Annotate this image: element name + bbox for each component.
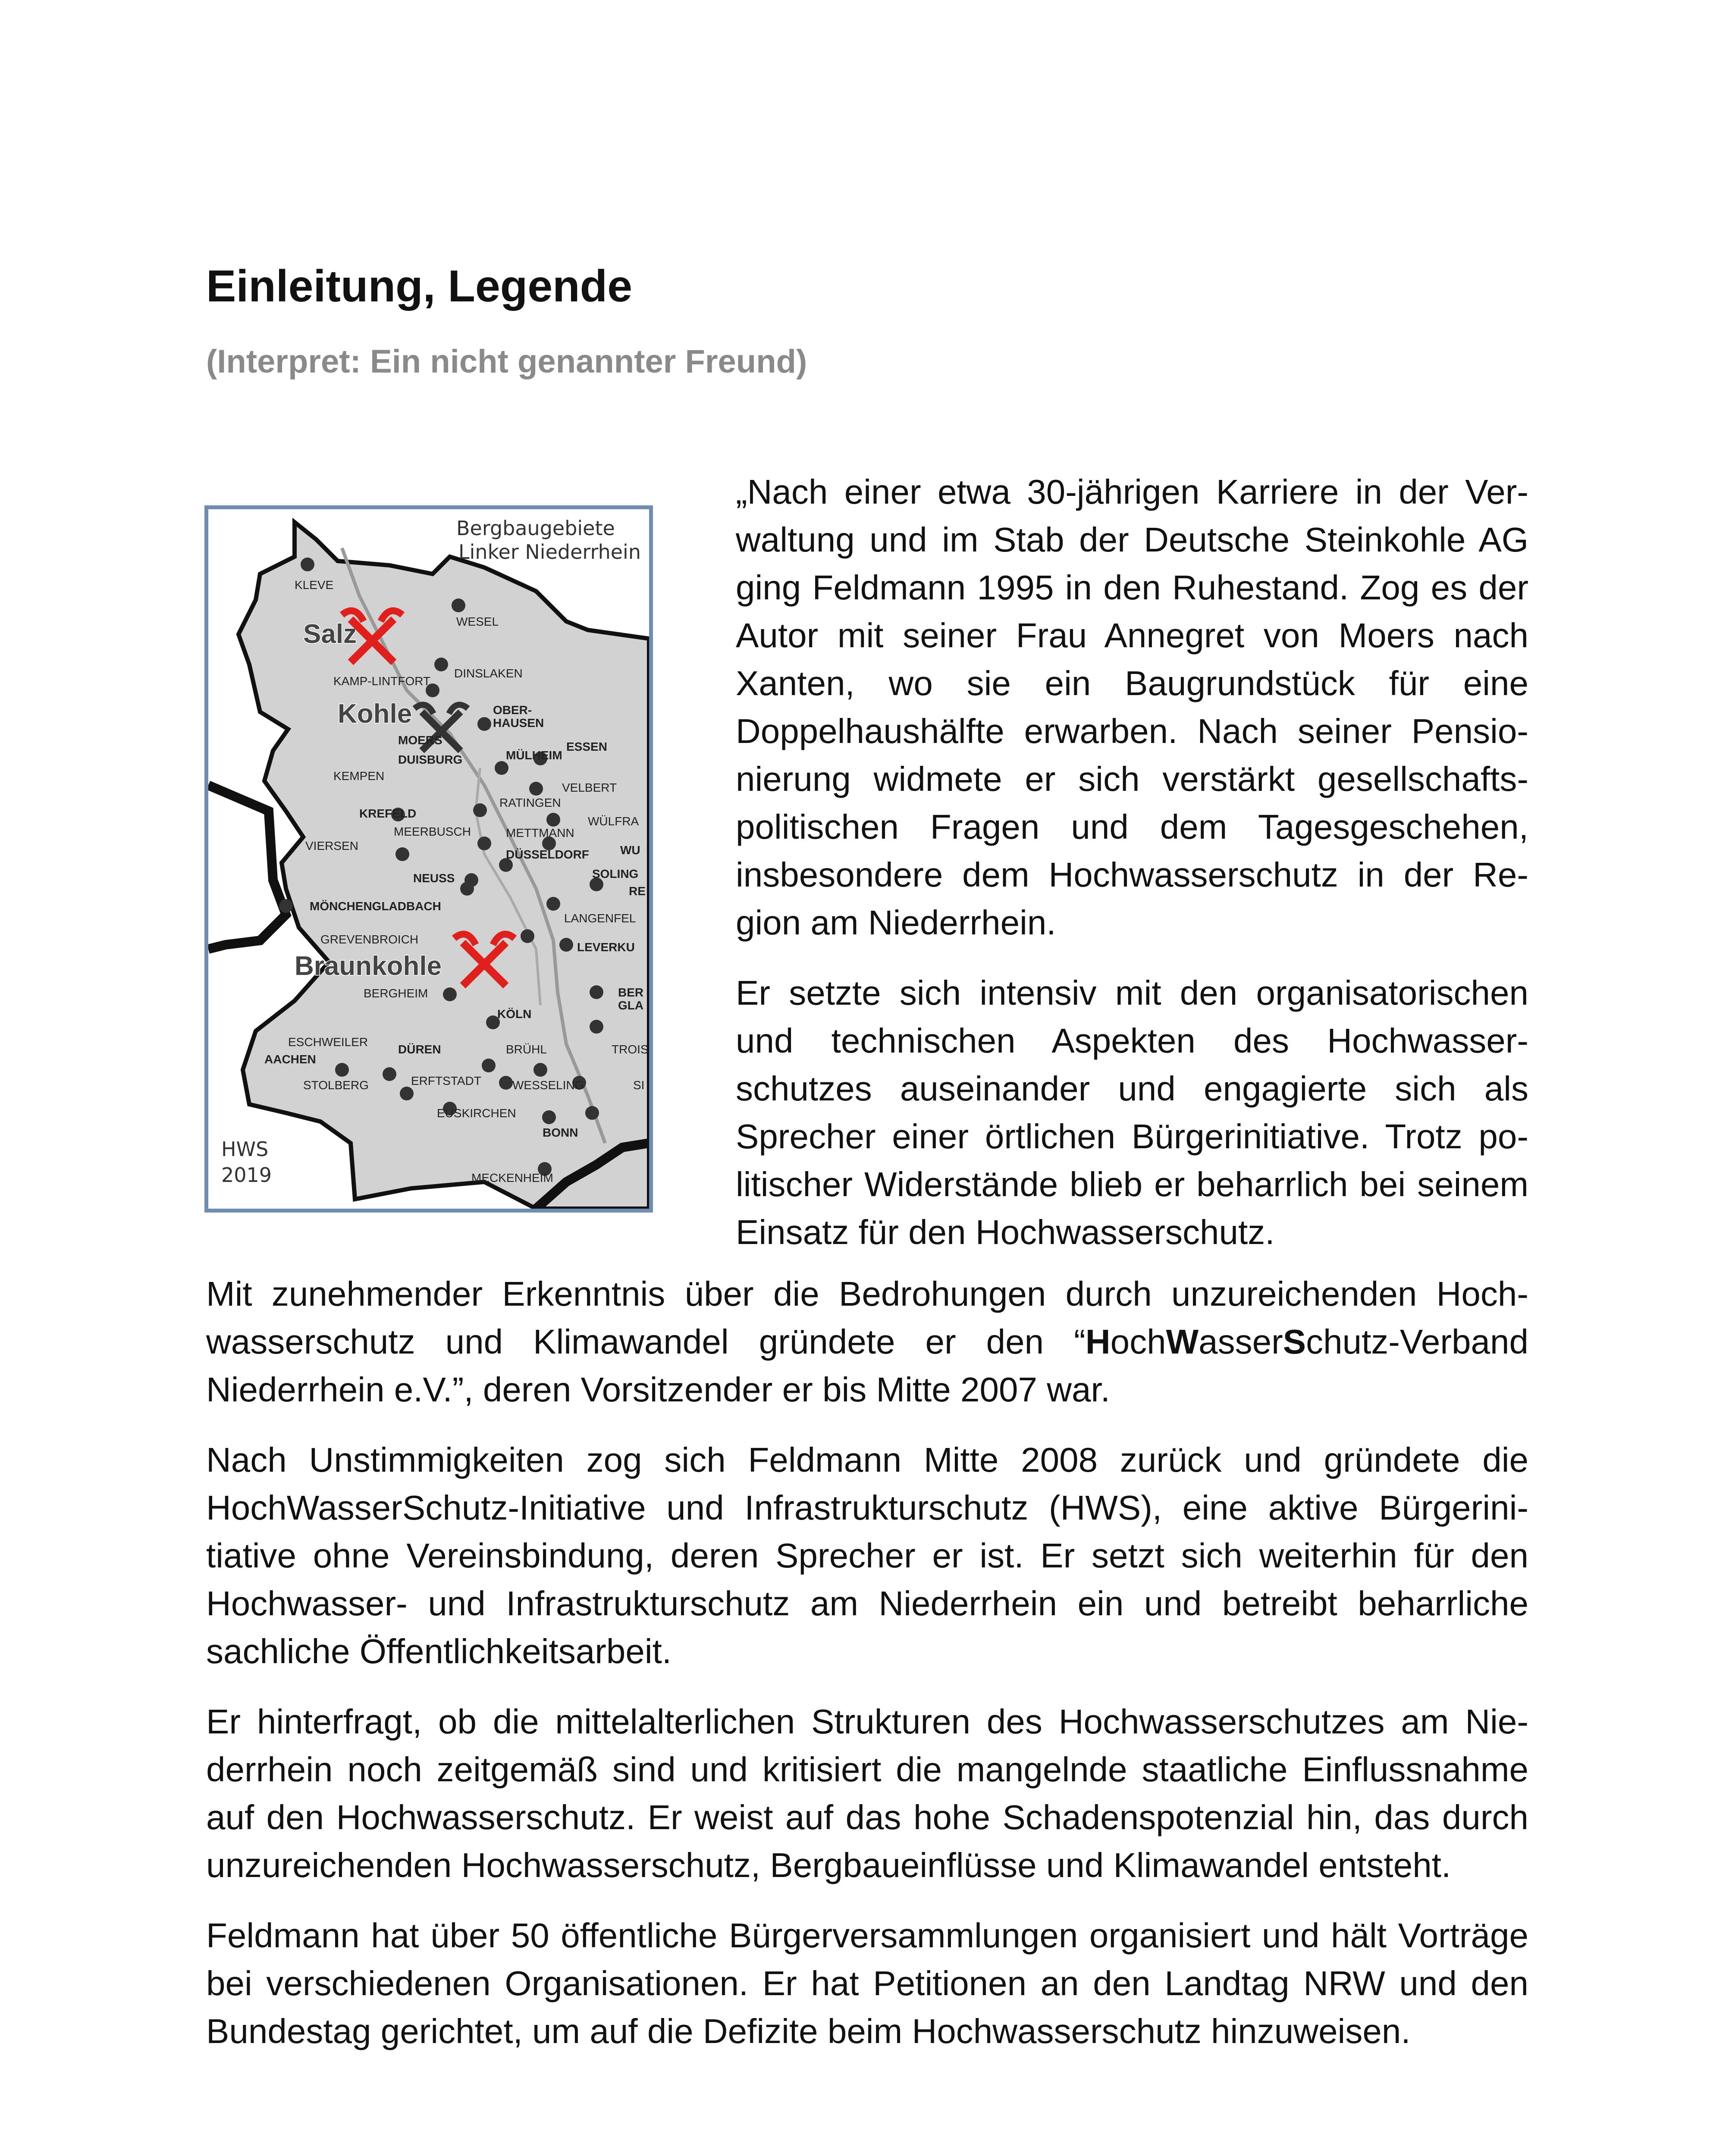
paragraph-career: „Nach einer etwa 30-jährigen Karriere in der Verwaltung und im Stab der Deutsche Steinkohle AG ging Feldmann 1995 in den Ruhestand. Zog es der Autor mit seiner Frau Annegret von Moers nach Xanten, wo sie ein Baugrundstück für eine Doppelhaushälfte erwarben. Nach seiner Pensionierung widmete er sich verstärkt gesellschaftspolitischen Fragen und dem Tagesgeschehen, insbesondere dem Hochwasserschutz in der Region am Niederrhein. (736, 473, 1528, 942)
svg-text:MÜLHEIM: MÜLHEIM (506, 749, 562, 762)
mining-map-figure (204, 505, 653, 1213)
svg-text:KREFELD: KREFELD (359, 807, 417, 820)
mining-map (208, 509, 649, 1209)
svg-text:RE: RE (629, 884, 646, 898)
svg-text:NEUSS: NEUSS (413, 871, 455, 885)
svg-text:HAUSEN: HAUSEN (493, 716, 544, 730)
svg-text:VELBERT: VELBERT (562, 781, 617, 794)
svg-text:GLA: GLA (618, 999, 644, 1012)
svg-text:ESSEN: ESSEN (566, 740, 607, 753)
svg-text:WESSELING: WESSELING (512, 1078, 584, 1092)
region-label-kohle: Kohle (338, 699, 412, 729)
paragraph-initiative: Er setzte sich intensiv mit den organisatorischen und technischen Aspekten des Hochwasserschutzes auseinander und engagierte sich als Sprecher einer örtlichen Bürgerinitiative. Trotz politischer Widerstände blieb er beharrlich bei seinem Einsatz für den Hochwasserschutz. (736, 974, 1528, 1251)
svg-text:GREVENBROICH: GREVENBROICH (320, 933, 419, 946)
svg-text:MECKENHEIM: MECKENHEIM (471, 1171, 553, 1185)
paragraph-verband: Mit zunehmender Erkenntnis über die Bedrohungen durch unzureichenden Hochwasserschutz und Klimawandel gründete er den “HochWasserSchutz-Verband Niederrhein e.V.”, deren Vorsitzender er bis Mitte 2007 war. (206, 1275, 1528, 1409)
svg-text:MOERS: MOERS (398, 733, 442, 747)
right-column-text (736, 468, 1528, 1279)
svg-text:KAMP-LINTFORT: KAMP-LINTFORT (333, 674, 431, 688)
svg-text:WU: WU (620, 843, 640, 857)
svg-text:BER: BER (618, 986, 644, 999)
svg-text:RATINGEN: RATINGEN (499, 796, 561, 809)
region-label-salz: Salz (303, 619, 357, 649)
svg-text:KLEVE: KLEVE (295, 578, 334, 592)
svg-text:LANGENFEL: LANGENFEL (564, 912, 636, 925)
svg-text:TROIS: TROIS (612, 1043, 649, 1056)
svg-text:DÜREN: DÜREN (398, 1043, 441, 1056)
svg-text:SI: SI (633, 1078, 645, 1092)
svg-text:KÖLN: KÖLN (497, 1007, 532, 1021)
paragraph-hws: Nach Unstimmigkeiten zog sich Feldmann Mitte 2008 zurück und gründete die HochWasserSchutz-Initiative und Infrastrukturschutz (HWS), eine aktive Bürgerinitiative ohne Vereinsbindung, deren Sprecher er ist. Er setzt sich weiterhin für den Hochwasser- und Infrastrukturschutz am Niederrhein ein und betreibt beharrliche sachliche Öffentlichkeitsarbeit. (206, 1441, 1528, 1670)
svg-text:VIERSEN: VIERSEN (305, 839, 358, 852)
page-subheading: (Interpret: Ein nicht genannter Freund) (206, 343, 807, 380)
svg-text:STOLBERG: STOLBERG (303, 1078, 369, 1092)
svg-text:BONN: BONN (543, 1126, 578, 1139)
svg-text:AACHEN: AACHEN (264, 1053, 316, 1066)
paragraph-critique: Er hinterfragt, ob die mittelalterlichen Strukturen des Hochwasserschutzes am Niederrhein noch zeitgemäß sind und kritisiert die mangelnde staatliche Einflussnahme auf den Hochwasserschutz. Er weist auf das hohe Schadenspotenzial hin, das durch unzureichenden Hochwasserschutz, Bergbaueinflüsse und Klimawandel entsteht. (206, 1702, 1528, 1884)
svg-text:DINSLAKEN: DINSLAKEN (454, 667, 523, 680)
map-credit-line2: 2019 (221, 1163, 272, 1187)
svg-text:ESCHWEILER: ESCHWEILER (288, 1035, 368, 1049)
svg-text:BRÜHL: BRÜHL (506, 1043, 547, 1056)
svg-text:DÜSSELDORF: DÜSSELDORF (506, 848, 589, 861)
map-title-line1: Bergbaugebiete (456, 517, 615, 540)
page-heading: Einleitung, Legende (206, 261, 633, 311)
svg-text:DUISBURG: DUISBURG (398, 753, 463, 766)
svg-text:MEERBUSCH: MEERBUSCH (394, 825, 471, 838)
svg-text:OBER-: OBER- (493, 703, 532, 717)
full-width-text (206, 1270, 1528, 2078)
svg-text:SOLING: SOLING (592, 867, 639, 881)
map-title-line2: Linker Niederrhein (458, 540, 641, 564)
svg-text:METTMANN: METTMANN (506, 826, 574, 840)
region-label-braunkohle: Braunkohle (295, 951, 442, 981)
svg-text:WESEL: WESEL (456, 615, 499, 628)
svg-text:LEVERKU: LEVERKU (577, 940, 635, 954)
svg-text:ERFTSTADT: ERFTSTADT (411, 1074, 481, 1087)
svg-text:KEMPEN: KEMPEN (333, 769, 385, 783)
svg-text:MÖNCHENGLADBACH: MÖNCHENGLADBACH (310, 899, 441, 913)
svg-text:EUSKIRCHEN: EUSKIRCHEN (437, 1106, 516, 1120)
svg-text:BERGHEIM: BERGHEIM (364, 987, 428, 1000)
map-credit-line1: HWS (221, 1138, 269, 1161)
svg-text:WÜLFRA: WÜLFRA (588, 815, 639, 828)
paragraph-petitions: Feldmann hat über 50 öffentliche Bürgerversammlungen organisiert und hält Vorträge bei verschiedenen Organisationen. Er hat Petitionen an den Landtag NRW und den Bundestag gerichtet, um auf die Defizite beim Hochwasserschutz hinzuweisen. (206, 1916, 1528, 2050)
